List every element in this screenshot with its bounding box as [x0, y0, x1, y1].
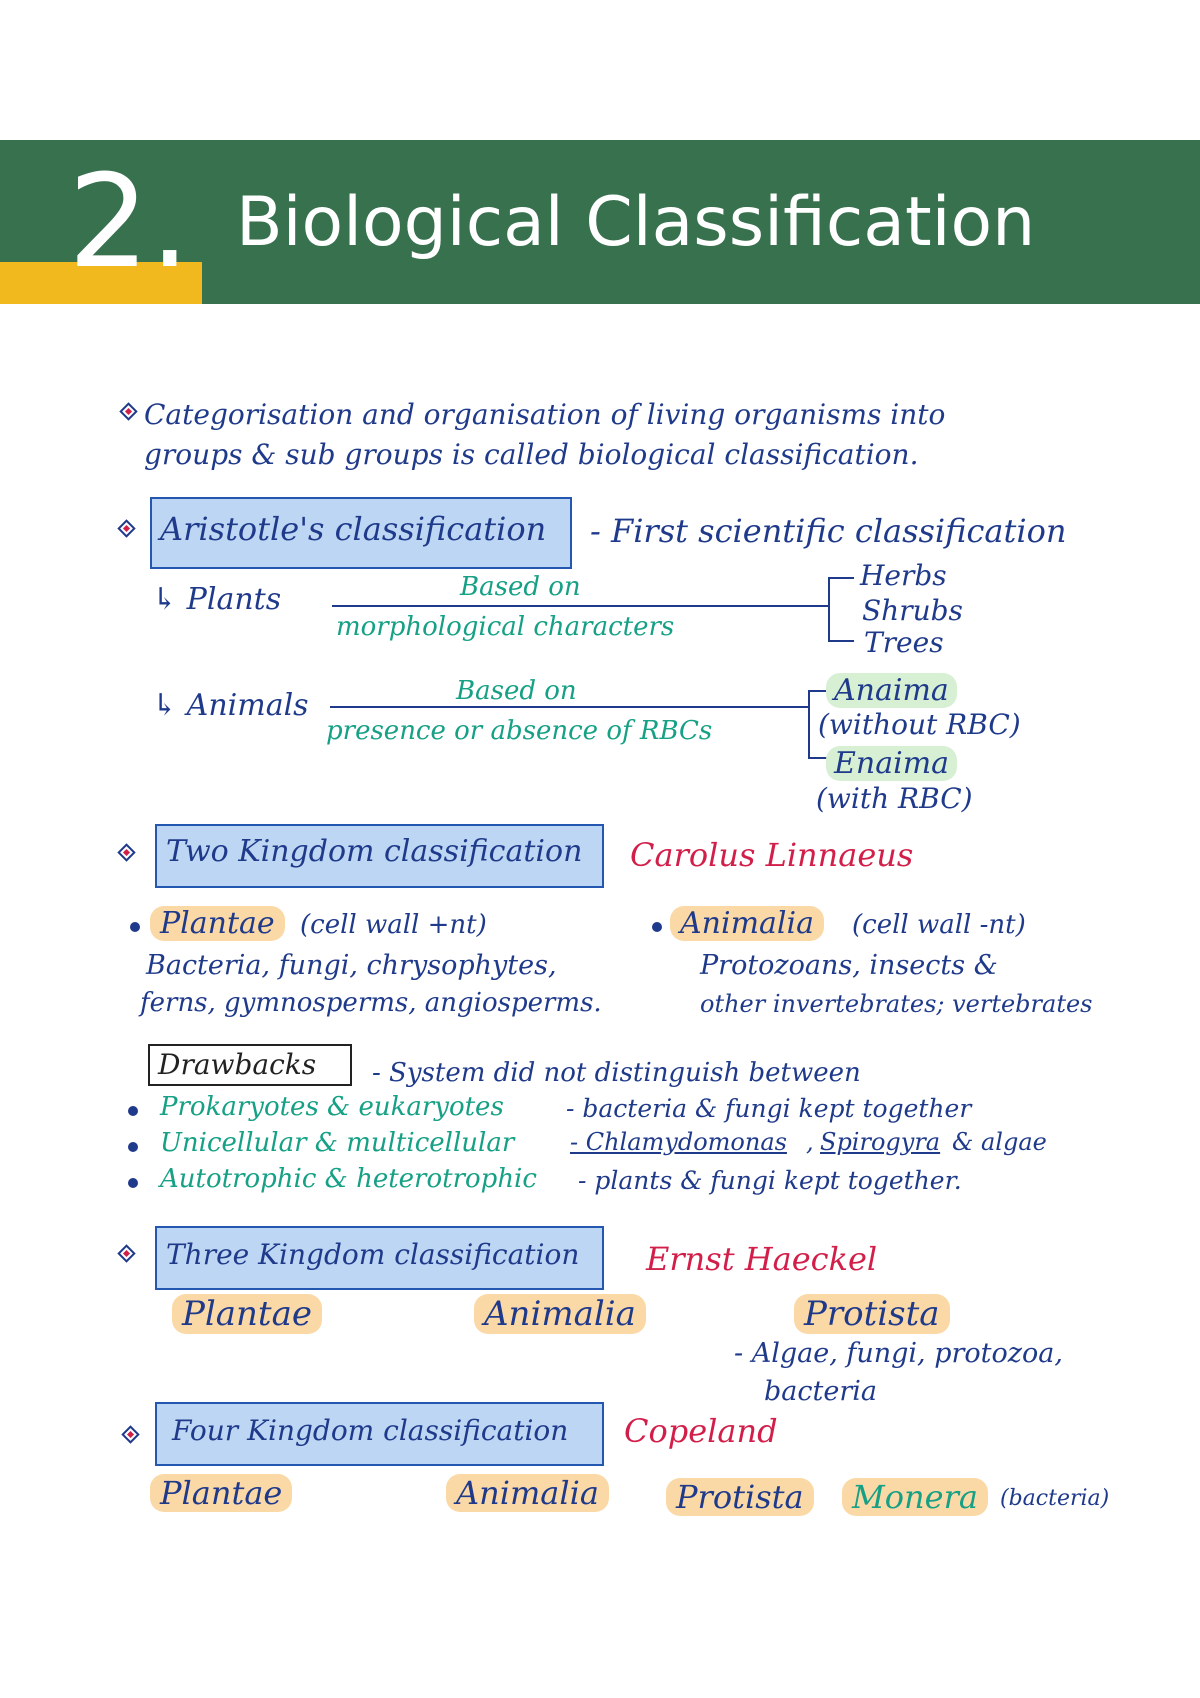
animalia-note: (cell wall -nt)	[852, 910, 1026, 940]
bullet-diamond-icon	[119, 402, 137, 420]
animalia-line-2: other invertebrates; vertebrates	[700, 990, 1093, 1018]
plantae-line-1: Bacteria, fungi, chrysophytes,	[146, 950, 557, 981]
drawbacks-note: - System did not distinguish between	[372, 1058, 861, 1088]
drawback-1-detail: - bacteria & fungi kept together	[566, 1094, 972, 1123]
animalia-label: Animalia	[670, 906, 824, 941]
animals-connector	[330, 706, 808, 708]
four-kingdom-monera: Monera	[842, 1478, 988, 1516]
enaima-note: (with RBC)	[816, 782, 973, 815]
drawback-3-term: Autotrophic & heterotrophic	[160, 1164, 537, 1194]
plants-group-trees: Trees	[864, 626, 944, 659]
drawback-2-separator: ,	[806, 1128, 814, 1156]
plants-group-shrubs: Shrubs	[862, 594, 963, 627]
bullet-diamond-icon	[121, 1425, 139, 1443]
animals-basis-top: Based on	[456, 676, 577, 706]
drawback-2-detail-a: - Chlamydomonas	[570, 1128, 787, 1156]
animalia-line-1: Protozoans, insects &	[700, 950, 998, 981]
four-kingdom-animalia: Animalia	[446, 1474, 609, 1512]
bullet-diamond-icon	[117, 519, 135, 537]
drawback-2-detail-b: Spirogyra	[820, 1128, 941, 1156]
plants-group-herbs: Herbs	[860, 559, 947, 592]
bullet-dot-icon	[130, 922, 140, 932]
enaima-label: Enaima	[826, 746, 957, 781]
animals-basis-bottom: presence or absence of RBCs	[326, 716, 713, 746]
three-kingdom-heading: Three Kingdom classification	[166, 1238, 580, 1271]
plants-label: ↳ Plants	[152, 582, 282, 617]
protista-note-1: - Algae, fungi, protozoa,	[734, 1338, 1063, 1369]
intro-line-1: Categorisation and organisation of living organisms into	[144, 398, 946, 431]
plantae-line-2: ferns, gymnosperms, angiosperms.	[140, 988, 602, 1018]
monera-note: (bacteria)	[1000, 1486, 1110, 1511]
drawbacks-label: Drawbacks	[158, 1048, 317, 1081]
anaima-note: (without RBC)	[818, 708, 1021, 741]
four-kingdom-heading: Four Kingdom classification	[172, 1414, 569, 1447]
plants-basis-bottom: morphological characters	[336, 612, 675, 642]
three-kingdom-animalia: Animalia	[474, 1294, 646, 1334]
two-kingdom-scientist: Carolus Linnaeus	[630, 836, 914, 874]
intro-line-2: groups & sub groups is called biological classification.	[144, 438, 919, 471]
four-kingdom-plantae: Plantae	[150, 1474, 292, 1512]
plants-connector	[332, 605, 828, 607]
drawback-3-detail: - plants & fungi kept together.	[578, 1166, 962, 1195]
bullet-dot-icon	[128, 1106, 138, 1116]
protista-note-2: bacteria	[764, 1376, 877, 1407]
animals-bracket	[808, 690, 810, 758]
anaima-label: Anaima	[826, 673, 957, 708]
plantae-note: (cell wall +nt)	[300, 910, 487, 940]
plants-basis-top: Based on	[460, 572, 581, 602]
plants-bracket-top	[828, 577, 854, 579]
aristotle-heading: Aristotle's classification	[160, 510, 547, 548]
two-kingdom-heading: Two Kingdom classification	[166, 834, 583, 869]
plants-bracket	[828, 577, 830, 641]
aristotle-note: - First scientific classification	[590, 512, 1067, 550]
three-kingdom-protista: Protista	[794, 1294, 950, 1334]
bullet-dot-icon	[652, 922, 662, 932]
page-title: Biological Classification	[236, 183, 1036, 262]
three-kingdom-plantae: Plantae	[172, 1294, 322, 1334]
animals-label: ↳ Animals	[152, 688, 309, 723]
four-kingdom-scientist: Copeland	[624, 1412, 778, 1450]
bullet-dot-icon	[128, 1142, 138, 1152]
bullet-diamond-icon	[117, 1244, 135, 1262]
chapter-number: 2.	[68, 148, 191, 297]
bullet-diamond-icon	[117, 843, 135, 861]
bullet-dot-icon	[128, 1178, 138, 1188]
plants-bracket-bottom	[828, 640, 854, 642]
drawback-1-term: Prokaryotes & eukaryotes	[160, 1092, 504, 1122]
drawback-2-detail-c: & algae	[952, 1128, 1047, 1156]
plantae-label: Plantae	[150, 906, 285, 941]
three-kingdom-scientist: Ernst Haeckel	[646, 1240, 878, 1278]
drawback-2-term: Unicellular & multicellular	[160, 1128, 515, 1158]
four-kingdom-protista: Protista	[666, 1478, 814, 1516]
